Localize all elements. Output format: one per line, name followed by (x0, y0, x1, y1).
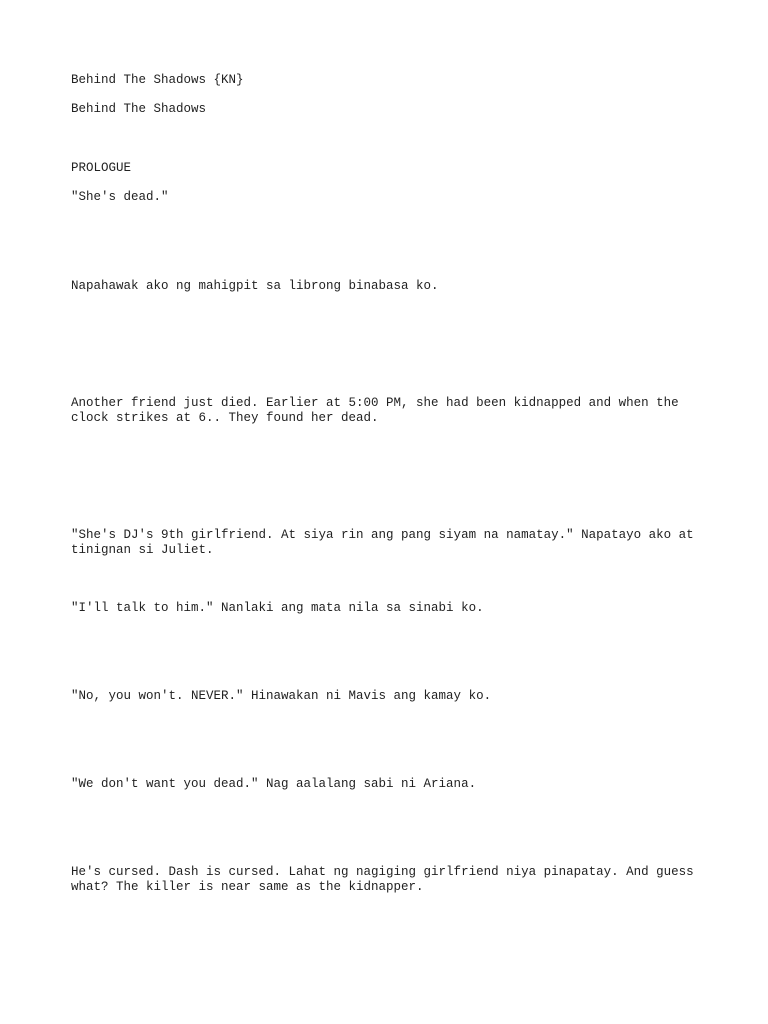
paragraph: Another friend just died. Earlier at 5:00 PM, she had been kidnapped and when the clock strikes at 6.. They found her dead. (71, 396, 687, 425)
paragraph: He's cursed. Dash is cursed. Lahat ng nagiging girlfriend niya pinapatay. And guess what? The killer is near same as the kidnapper. (71, 865, 702, 894)
document-title: Behind The Shadows {KN} (71, 73, 244, 87)
paragraph: Napahawak ako ng mahigpit sa librong binabasa ko. (71, 279, 439, 293)
paragraph: "She's dead." (71, 190, 169, 204)
paragraph: "We don't want you dead." Nag aalalang sabi ni Ariana. (71, 777, 477, 791)
document-subtitle: Behind The Shadows (71, 102, 207, 116)
paragraph: "She's DJ's 9th girlfriend. At siya rin ang pang siyam na namatay." Napatayo ako at tinignan si Juliet. (71, 528, 702, 557)
section-heading: PROLOGUE (71, 161, 132, 175)
paragraph: "No, you won't. NEVER." Hinawakan ni Mavis ang kamay ko. (71, 689, 492, 703)
paragraph: "I'll talk to him." Nanlaki ang mata nila sa sinabi ko. (71, 601, 484, 615)
